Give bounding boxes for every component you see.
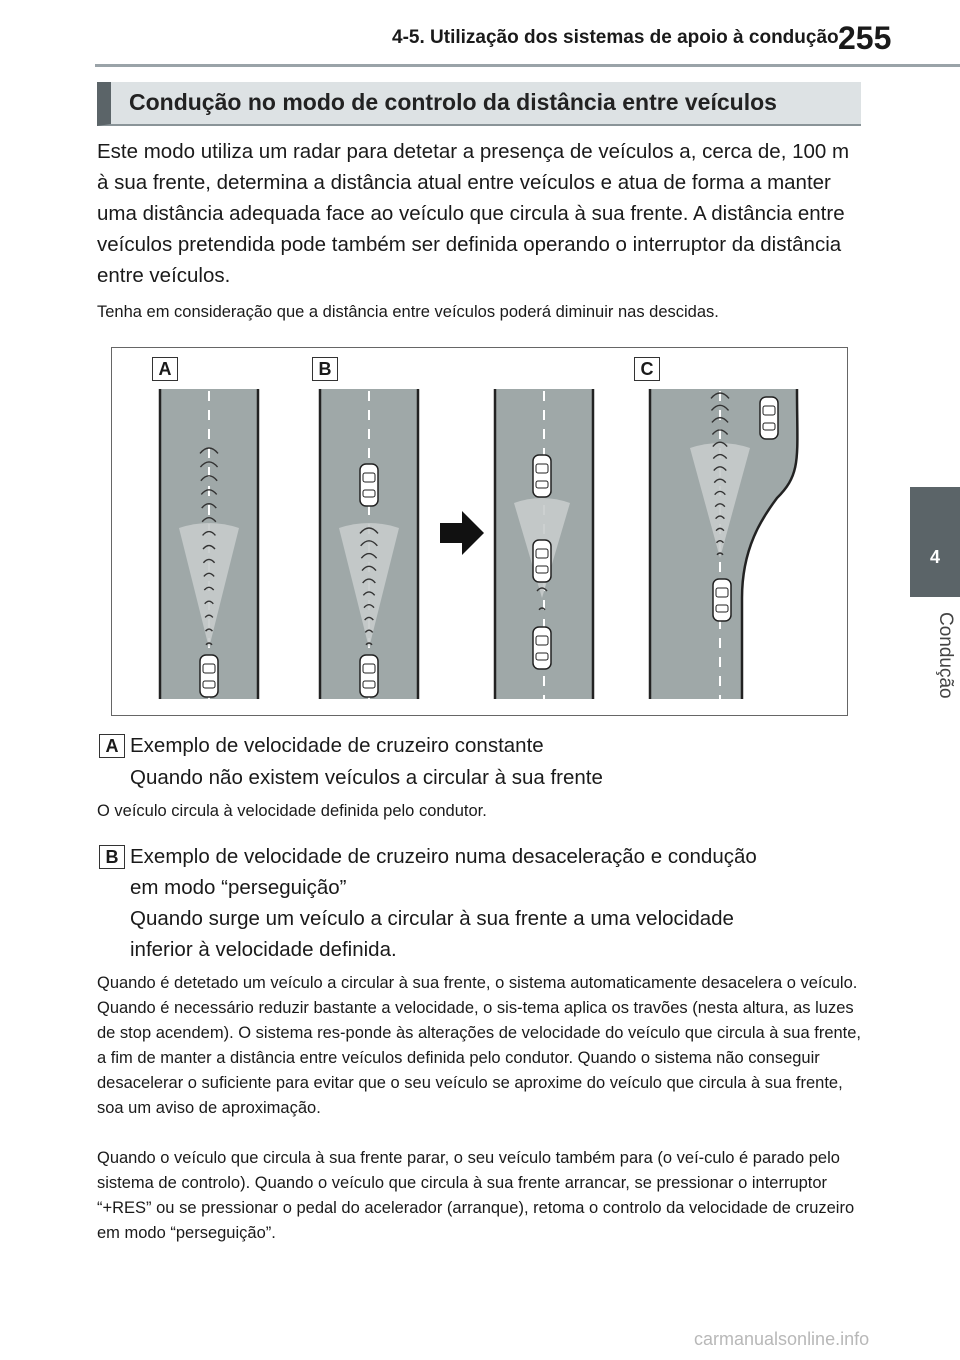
item-b-desc-2: Quando o veículo que circula à sua frente parar, o seu veículo também para (o veí-culo é parado pelo sistema de controlo). Quando o veículo que circula à sua frente arrancar, se pressionar o interruptor “+RES” ou se pressionar o pedal do acelerador (arranque), retoma o controlo da velocidade de cruzeiro em modo “perseguição”.: [97, 1149, 855, 1242]
car-own-b2-windshield: [536, 636, 548, 645]
item-b-subtitle-cont: inferior à velocidade definida.: [130, 938, 397, 961]
section-title: Condução no modo de controlo da distância entre veículos: [129, 89, 777, 115]
watermark: carmanualsonline.info: [694, 1329, 870, 1349]
car-front-b2: [533, 455, 551, 497]
note-paragraph: Tenha em consideração que a distância entre veículos poderá diminuir nas descidas.: [97, 303, 719, 321]
car-front-b2-windshield: [536, 464, 548, 473]
car-own-a-rear-window: [203, 681, 215, 688]
item-b-title: Exemplo de velocidade de cruzeiro numa desaceleração e condução: [130, 845, 757, 868]
car-front-b-windshield: [363, 473, 375, 482]
item-b-letter: B: [99, 845, 125, 869]
item-a-title: Exemplo de velocidade de cruzeiro constante: [130, 734, 544, 757]
transition-arrow: [440, 511, 484, 555]
car-merging-c: [760, 397, 778, 439]
item-b: [99, 841, 125, 869]
item-b-title-cont: em modo “perseguição”: [130, 876, 347, 899]
item-a: [99, 730, 125, 758]
car-merging-c-rear-window: [763, 423, 775, 430]
car-own-b-windshield: [363, 664, 375, 673]
car-middle-b2-rear-window: [536, 566, 548, 573]
car-front-b: [360, 464, 378, 506]
chapter-tab: [910, 487, 960, 597]
car-own-b2: [533, 627, 551, 669]
acc-diagram-svg: [112, 348, 847, 715]
car-own-b-rear-window: [363, 681, 375, 688]
car-merging-c-windshield: [763, 406, 775, 415]
car-middle-b2-windshield: [536, 549, 548, 558]
item-a-desc: O veículo circula à velocidade definida pelo condutor.: [97, 802, 487, 820]
item-a-subtitle: Quando não existem veículos a circular à sua frente: [130, 766, 603, 789]
intro-paragraph: Este modo utiliza um radar para detetar a presença de veículos a, cerca de, 100 m à sua frente, determina a distância atual entre veículos e atua de forma a manter uma distância adequada face ao veículo que circula à sua frente. A distância entre veículos pretendida pode também ser definida operando o interruptor da distância entre veículos.: [97, 140, 850, 287]
diagram-label-c: C: [634, 357, 660, 381]
car-middle-b2: [533, 540, 551, 582]
car-own-a: [200, 655, 218, 697]
chapter-label: Condução: [935, 612, 956, 699]
header-title: 4-5. Utilização dos sistemas de apoio à condução: [392, 27, 839, 48]
car-front-b-rear-window: [363, 490, 375, 497]
diagram-label-a: A: [152, 357, 178, 381]
item-b-subtitle: Quando surge um veículo a circular à sua frente a uma velocidade: [130, 907, 734, 930]
acc-diagram: [111, 347, 848, 716]
chapter-number: 4: [929, 547, 940, 567]
car-own-b: [360, 655, 378, 697]
car-own-c-rear-window: [716, 605, 728, 612]
car-own-c: [713, 579, 731, 621]
car-own-b2-rear-window: [536, 653, 548, 660]
page-number: 255: [838, 20, 892, 56]
item-a-letter: A: [99, 734, 125, 758]
header-rule: [95, 64, 960, 67]
diagram-label-b: B: [312, 357, 338, 381]
item-b-desc-1: Quando é detetado um veículo a circular à sua frente, o sistema automaticamente desacelera o veículo. Quando é necessário reduzir bastante a velocidade, o sis-tema aplica os travões (nesta altura, as luzes de stop acendem). O sistema res-ponde às alterações de velocidade do veículo que circula à sua frente, a fim de manter a distância entre veículos definida pelo condutor. Quando o sistema não conseguir desacelerar o suficiente para evitar que o seu veículo se aproxime do veículo que circula à sua frente, soa um aviso de aproximação.: [97, 974, 862, 1117]
car-own-c-windshield: [716, 588, 728, 597]
section-heading: [97, 82, 861, 126]
car-own-a-windshield: [203, 664, 215, 673]
car-front-b2-rear-window: [536, 481, 548, 488]
